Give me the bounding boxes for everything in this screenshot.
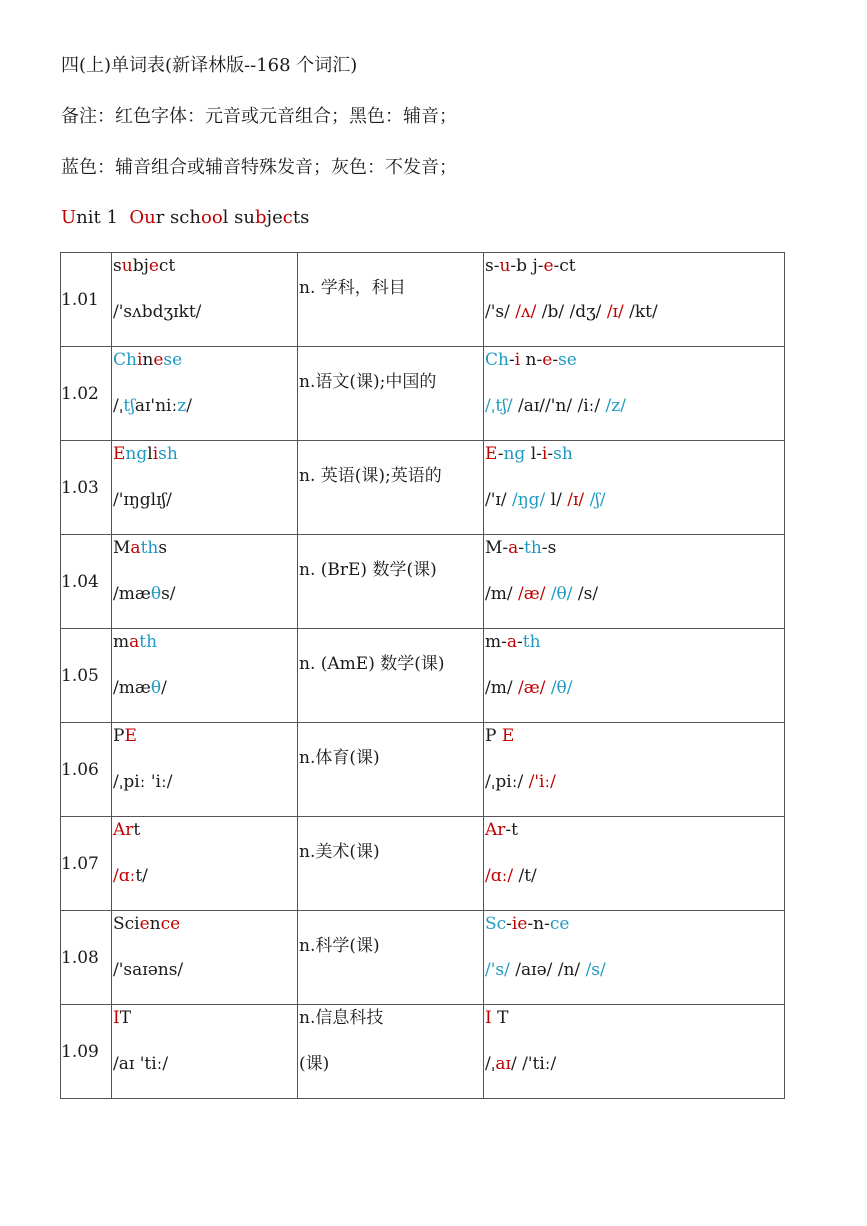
syllable-phonetic-part: /aɪə/ /n/ bbox=[509, 960, 586, 980]
syllable-part: th bbox=[524, 538, 542, 558]
syllable-phonetic-part: /m/ bbox=[485, 584, 518, 604]
word-cell bbox=[112, 817, 298, 911]
page-title: 四(上)单词表(新译林版--168 个词汇) bbox=[61, 55, 358, 76]
phonetic-symbol-group: /mæ bbox=[113, 584, 151, 604]
syllable-split bbox=[485, 1007, 508, 1029]
syllable-phonetic bbox=[485, 959, 606, 981]
meaning-cell-inner bbox=[298, 911, 483, 1004]
syllable-phonetic-part: /θ/ bbox=[550, 678, 573, 698]
syllable-split-cell bbox=[484, 253, 785, 347]
unit-heading-part: b bbox=[254, 207, 267, 228]
word-letter-group: bj bbox=[132, 256, 149, 276]
word-meaning-line-2: (课) bbox=[299, 1054, 330, 1074]
syllable-split-inner bbox=[484, 629, 784, 722]
table-row bbox=[61, 911, 785, 1005]
word-letter-group: se bbox=[163, 350, 183, 370]
vocabulary-table bbox=[60, 252, 785, 1099]
word-cell-inner bbox=[112, 441, 297, 534]
unit-heading-part: U bbox=[61, 207, 77, 228]
phonetic-symbol-group: aɪ'niː bbox=[134, 396, 178, 416]
syllable-split bbox=[485, 631, 541, 653]
syllable-split-inner bbox=[484, 1005, 784, 1098]
phonetic-symbol-group: /ɑː bbox=[113, 866, 136, 886]
phonetic-symbol-group: /'ɪŋglɪʃ/ bbox=[113, 490, 172, 510]
word-number: 1.04 bbox=[61, 535, 112, 629]
syllable-split bbox=[485, 255, 576, 277]
table-row bbox=[61, 535, 785, 629]
syllable-part: -t bbox=[505, 820, 518, 840]
meaning-cell-inner bbox=[298, 1005, 483, 1098]
syllable-phonetic bbox=[485, 1053, 556, 1075]
word-meaning: n. (BrE) 数学(课) bbox=[299, 560, 437, 580]
syllable-part: Ch bbox=[485, 350, 509, 370]
meaning-cell-inner bbox=[298, 441, 483, 534]
word-meaning: n.体育(课) bbox=[299, 748, 380, 768]
word-letter-group: u bbox=[121, 256, 133, 276]
word-phonetic bbox=[113, 771, 172, 793]
phonetic-symbol-group: / bbox=[186, 396, 192, 416]
word-meaning-line-1: n.信息科技 bbox=[299, 1008, 384, 1028]
syllable-split bbox=[485, 443, 573, 465]
syllable-part: a bbox=[508, 538, 519, 558]
meaning-cell bbox=[298, 253, 484, 347]
syllable-part: - bbox=[517, 632, 523, 652]
word-phonetic bbox=[113, 489, 172, 511]
unit-heading-part: c bbox=[282, 207, 293, 228]
word-letter-group: s bbox=[158, 538, 168, 558]
word-cell-inner bbox=[112, 629, 297, 722]
syllable-phonetic-part: aɪ bbox=[495, 1054, 511, 1074]
word-letter-group: T bbox=[119, 1008, 132, 1028]
syllable-part: n- bbox=[520, 350, 543, 370]
table-row bbox=[61, 1005, 785, 1099]
syllable-phonetic-part: /ʃ/ bbox=[589, 490, 606, 510]
unit-heading-part: nit 1 bbox=[76, 207, 130, 228]
syllable-phonetic-part: /ɑː/ bbox=[485, 866, 514, 886]
word-phonetic bbox=[113, 395, 192, 417]
meaning-cell-inner bbox=[298, 347, 483, 440]
word-spelling bbox=[113, 255, 175, 277]
syllable-part: s- bbox=[485, 256, 500, 276]
meaning-cell bbox=[298, 723, 484, 817]
syllable-part: - bbox=[508, 350, 515, 370]
word-letter-group: m bbox=[113, 632, 130, 652]
word-spelling bbox=[113, 725, 137, 747]
syllable-part: sh bbox=[553, 444, 573, 464]
phonetic-symbol-group: t/ bbox=[135, 866, 148, 886]
word-letter-group: e bbox=[139, 914, 150, 934]
syllable-split bbox=[485, 913, 569, 935]
word-number: 1.07 bbox=[61, 817, 112, 911]
meaning-cell-inner bbox=[298, 253, 483, 346]
word-cell-inner bbox=[112, 347, 297, 440]
phonetic-symbol-group: θ bbox=[150, 678, 162, 698]
table-row bbox=[61, 723, 785, 817]
syllable-split-inner bbox=[484, 911, 784, 1004]
syllable-part: I bbox=[485, 1008, 492, 1028]
syllable-phonetic-part: /s/ bbox=[585, 960, 606, 980]
word-letter-group: e bbox=[148, 256, 159, 276]
phonetic-symbol-group: / bbox=[161, 678, 167, 698]
word-letter-group: Ar bbox=[113, 820, 134, 840]
syllable-phonetic-part: /'ɪ/ bbox=[485, 490, 512, 510]
syllable-phonetic-part: /aɪ//'n/ /iː/ bbox=[512, 396, 606, 416]
word-spelling bbox=[113, 913, 180, 935]
phonetic-symbol-group: /'sʌbdʒɪkt/ bbox=[113, 302, 202, 322]
word-letter-group: a bbox=[130, 538, 141, 558]
syllable-part: T bbox=[491, 1008, 509, 1028]
syllable-split-cell bbox=[484, 629, 785, 723]
word-meaning: n. (AmE) 数学(课) bbox=[299, 654, 445, 674]
syllable-part: - bbox=[506, 914, 512, 934]
syllable-part: -n- bbox=[527, 914, 550, 934]
syllable-phonetic bbox=[485, 583, 598, 605]
word-letter-group: I bbox=[113, 1008, 120, 1028]
unit-heading-part: Ou bbox=[129, 207, 156, 228]
word-cell-inner bbox=[112, 817, 297, 910]
unit-heading bbox=[61, 206, 309, 230]
syllable-part: th bbox=[522, 632, 541, 652]
word-meaning: n.美术(课) bbox=[299, 842, 380, 862]
word-letter-group: sh bbox=[158, 444, 178, 464]
syllable-phonetic-part: /ˌ bbox=[485, 1054, 496, 1074]
word-phonetic bbox=[113, 583, 176, 605]
word-meaning: n. 学科，科目 bbox=[299, 278, 406, 298]
word-meaning: n.语文(课);中国的 bbox=[299, 372, 437, 392]
syllable-part: ie bbox=[511, 914, 528, 934]
word-spelling bbox=[113, 819, 140, 841]
meaning-cell bbox=[298, 347, 484, 441]
syllable-part: -s bbox=[541, 538, 557, 558]
word-letter-group: E bbox=[124, 726, 137, 746]
word-cell bbox=[112, 911, 298, 1005]
syllable-split-cell bbox=[484, 441, 785, 535]
syllable-part: -ct bbox=[553, 256, 576, 276]
syllable-phonetic-part: /t/ bbox=[513, 866, 537, 886]
meaning-cell bbox=[298, 1005, 484, 1099]
phonetic-symbol-group: /ˌpiː 'iː/ bbox=[113, 772, 173, 792]
table-row bbox=[61, 441, 785, 535]
syllable-split bbox=[485, 819, 518, 841]
word-cell bbox=[112, 1005, 298, 1099]
syllable-part: se bbox=[558, 350, 577, 370]
word-phonetic bbox=[113, 1053, 168, 1075]
syllable-phonetic-part: /ŋg/ bbox=[511, 490, 546, 510]
syllable-part: i bbox=[514, 350, 521, 370]
table-row bbox=[61, 817, 785, 911]
meaning-cell bbox=[298, 817, 484, 911]
syllable-split-inner bbox=[484, 817, 784, 910]
syllable-split-cell bbox=[484, 347, 785, 441]
word-spelling bbox=[113, 537, 167, 559]
syllable-part: M- bbox=[485, 538, 509, 558]
table-row bbox=[61, 629, 785, 723]
syllable-split bbox=[485, 537, 556, 559]
word-letter-group: th bbox=[140, 538, 159, 558]
syllable-part: a bbox=[506, 632, 518, 652]
word-spelling bbox=[113, 1007, 131, 1029]
syllable-split bbox=[485, 725, 514, 747]
word-spelling bbox=[113, 349, 182, 371]
word-number: 1.01 bbox=[61, 253, 112, 347]
word-cell-inner bbox=[112, 535, 297, 628]
syllable-part: l- bbox=[525, 444, 542, 464]
syllable-phonetic-part: /s/ bbox=[572, 584, 599, 604]
syllable-part: e bbox=[542, 350, 553, 370]
syllable-phonetic-part: / /'tiː/ bbox=[510, 1054, 557, 1074]
syllable-split bbox=[485, 349, 577, 371]
word-cell bbox=[112, 347, 298, 441]
word-letter-group: E bbox=[113, 444, 126, 464]
word-letter-group: th bbox=[139, 632, 158, 652]
syllable-phonetic-part: /ɪ/ bbox=[606, 302, 624, 322]
syllable-part: ce bbox=[549, 914, 570, 934]
word-cell-inner bbox=[112, 911, 297, 1004]
syllable-phonetic-part: /z/ bbox=[605, 396, 626, 416]
meaning-cell bbox=[298, 535, 484, 629]
word-phonetic bbox=[113, 677, 167, 699]
syllable-part: i bbox=[541, 444, 548, 464]
phonetic-symbol-group: s/ bbox=[161, 584, 176, 604]
syllable-split-cell bbox=[484, 911, 785, 1005]
phonetic-symbol-group: /'saɪəns/ bbox=[113, 960, 184, 980]
word-cell bbox=[112, 253, 298, 347]
syllable-part: E bbox=[501, 726, 515, 746]
syllable-phonetic-part: /'iː/ bbox=[528, 772, 556, 792]
syllable-part: P bbox=[485, 726, 502, 746]
word-letter-group: l bbox=[147, 444, 153, 464]
word-cell-inner bbox=[112, 253, 297, 346]
syllable-phonetic-part: /'s/ bbox=[485, 302, 516, 322]
word-letter-group: a bbox=[129, 632, 140, 652]
syllable-part: e bbox=[543, 256, 554, 276]
syllable-part: u bbox=[499, 256, 511, 276]
syllable-split-inner bbox=[484, 347, 784, 440]
syllable-split-cell bbox=[484, 1005, 785, 1099]
syllable-phonetic-part: /ʌ/ bbox=[515, 302, 537, 322]
word-letter-group: ng bbox=[125, 444, 148, 464]
phonetic-symbol-group: θ bbox=[150, 584, 162, 604]
word-letter-group: Sci bbox=[113, 914, 140, 934]
syllable-part: Ar bbox=[485, 820, 506, 840]
word-letter-group: ct bbox=[158, 256, 176, 276]
syllable-part: - bbox=[547, 444, 554, 464]
word-number: 1.06 bbox=[61, 723, 112, 817]
word-letter-group: e bbox=[153, 350, 164, 370]
unit-heading-part: ts bbox=[292, 207, 310, 228]
meaning-cell-inner bbox=[298, 629, 483, 722]
syllable-split-cell bbox=[484, 817, 785, 911]
word-number: 1.09 bbox=[61, 1005, 112, 1099]
syllable-phonetic-part: /θ/ bbox=[550, 584, 573, 604]
word-letter-group: i bbox=[152, 444, 159, 464]
syllable-phonetic-part: l/ bbox=[545, 490, 568, 510]
syllable-split-inner bbox=[484, 535, 784, 628]
word-cell-inner bbox=[112, 723, 297, 816]
syllable-phonetic bbox=[485, 771, 556, 793]
syllable-part: - bbox=[518, 538, 525, 558]
syllable-phonetic bbox=[485, 489, 606, 511]
word-letter-group: P bbox=[113, 726, 125, 746]
syllable-phonetic-part: /ɪ/ bbox=[567, 490, 585, 510]
word-number: 1.03 bbox=[61, 441, 112, 535]
syllable-phonetic-part: /'s/ bbox=[485, 960, 510, 980]
word-letter-group: t bbox=[133, 820, 141, 840]
word-phonetic bbox=[113, 301, 201, 323]
word-spelling bbox=[113, 443, 178, 465]
syllable-phonetic bbox=[485, 677, 573, 699]
syllable-phonetic-part: /ˌtʃ/ bbox=[485, 396, 513, 416]
word-cell-inner bbox=[112, 1005, 297, 1098]
word-meaning: n. 英语(课);英语的 bbox=[299, 466, 442, 486]
word-number: 1.08 bbox=[61, 911, 112, 1005]
word-spelling bbox=[113, 631, 157, 653]
phonetic-symbol-group: tʃ bbox=[123, 396, 135, 416]
word-phonetic bbox=[113, 865, 148, 887]
syllable-split-inner bbox=[484, 441, 784, 534]
color-note-line-1: 备注：红色字体：元音或元音组合；黑色：辅音； bbox=[61, 106, 457, 127]
syllable-split-cell bbox=[484, 535, 785, 629]
phonetic-symbol-group: /ˌ bbox=[113, 396, 124, 416]
word-letter-group: ce bbox=[160, 914, 181, 934]
phonetic-symbol-group: z bbox=[177, 396, 187, 416]
unit-heading-part: je bbox=[266, 207, 283, 228]
unit-heading-part: l su bbox=[222, 207, 255, 228]
word-cell bbox=[112, 723, 298, 817]
word-cell bbox=[112, 629, 298, 723]
syllable-split-cell bbox=[484, 723, 785, 817]
meaning-cell-inner bbox=[298, 723, 483, 816]
syllable-phonetic bbox=[485, 395, 626, 417]
syllable-phonetic-part: /æ/ bbox=[517, 678, 546, 698]
meaning-cell-inner bbox=[298, 817, 483, 910]
syllable-phonetic-part: /æ/ bbox=[517, 584, 546, 604]
word-letter-group: n bbox=[149, 914, 161, 934]
word-number: 1.05 bbox=[61, 629, 112, 723]
table-row bbox=[61, 347, 785, 441]
meaning-cell bbox=[298, 629, 484, 723]
meaning-cell bbox=[298, 441, 484, 535]
word-phonetic bbox=[113, 959, 183, 981]
word-cell bbox=[112, 535, 298, 629]
word-letter-group: s bbox=[113, 256, 122, 276]
syllable-part: - bbox=[497, 444, 504, 464]
table-row bbox=[61, 253, 785, 347]
syllable-split-inner bbox=[484, 253, 784, 346]
unit-heading-part: oo bbox=[200, 207, 223, 228]
syllable-phonetic bbox=[485, 301, 658, 323]
syllable-part: m- bbox=[485, 632, 507, 652]
syllable-split-inner bbox=[484, 723, 784, 816]
meaning-cell bbox=[298, 911, 484, 1005]
word-letter-group: n bbox=[142, 350, 154, 370]
syllable-part: Sc bbox=[485, 914, 507, 934]
word-letter-group: Ch bbox=[113, 350, 137, 370]
word-cell bbox=[112, 441, 298, 535]
meaning-cell-inner bbox=[298, 535, 483, 628]
phonetic-symbol-group: /aɪ 'tiː/ bbox=[113, 1054, 169, 1074]
syllable-part: -b j- bbox=[510, 256, 544, 276]
word-meaning: n.科学(课) bbox=[299, 936, 380, 956]
syllable-phonetic-part: /b/ /dʒ/ bbox=[536, 302, 607, 322]
color-note-line-2: 蓝色：辅音组合或辅音特殊发音；灰色：不发音； bbox=[61, 157, 457, 178]
word-letter-group: i bbox=[136, 350, 143, 370]
syllable-phonetic-part: /ˌpiː/ bbox=[485, 772, 529, 792]
word-letter-group: M bbox=[113, 538, 131, 558]
syllable-phonetic-part: /m/ bbox=[485, 678, 518, 698]
syllable-phonetic-part: /kt/ bbox=[623, 302, 658, 322]
syllable-part: ng bbox=[503, 444, 526, 464]
unit-heading-part: r sch bbox=[155, 207, 201, 228]
syllable-part: E bbox=[485, 444, 498, 464]
syllable-phonetic bbox=[485, 865, 537, 887]
word-number: 1.02 bbox=[61, 347, 112, 441]
phonetic-symbol-group: /mæ bbox=[113, 678, 151, 698]
syllable-part: - bbox=[552, 350, 559, 370]
